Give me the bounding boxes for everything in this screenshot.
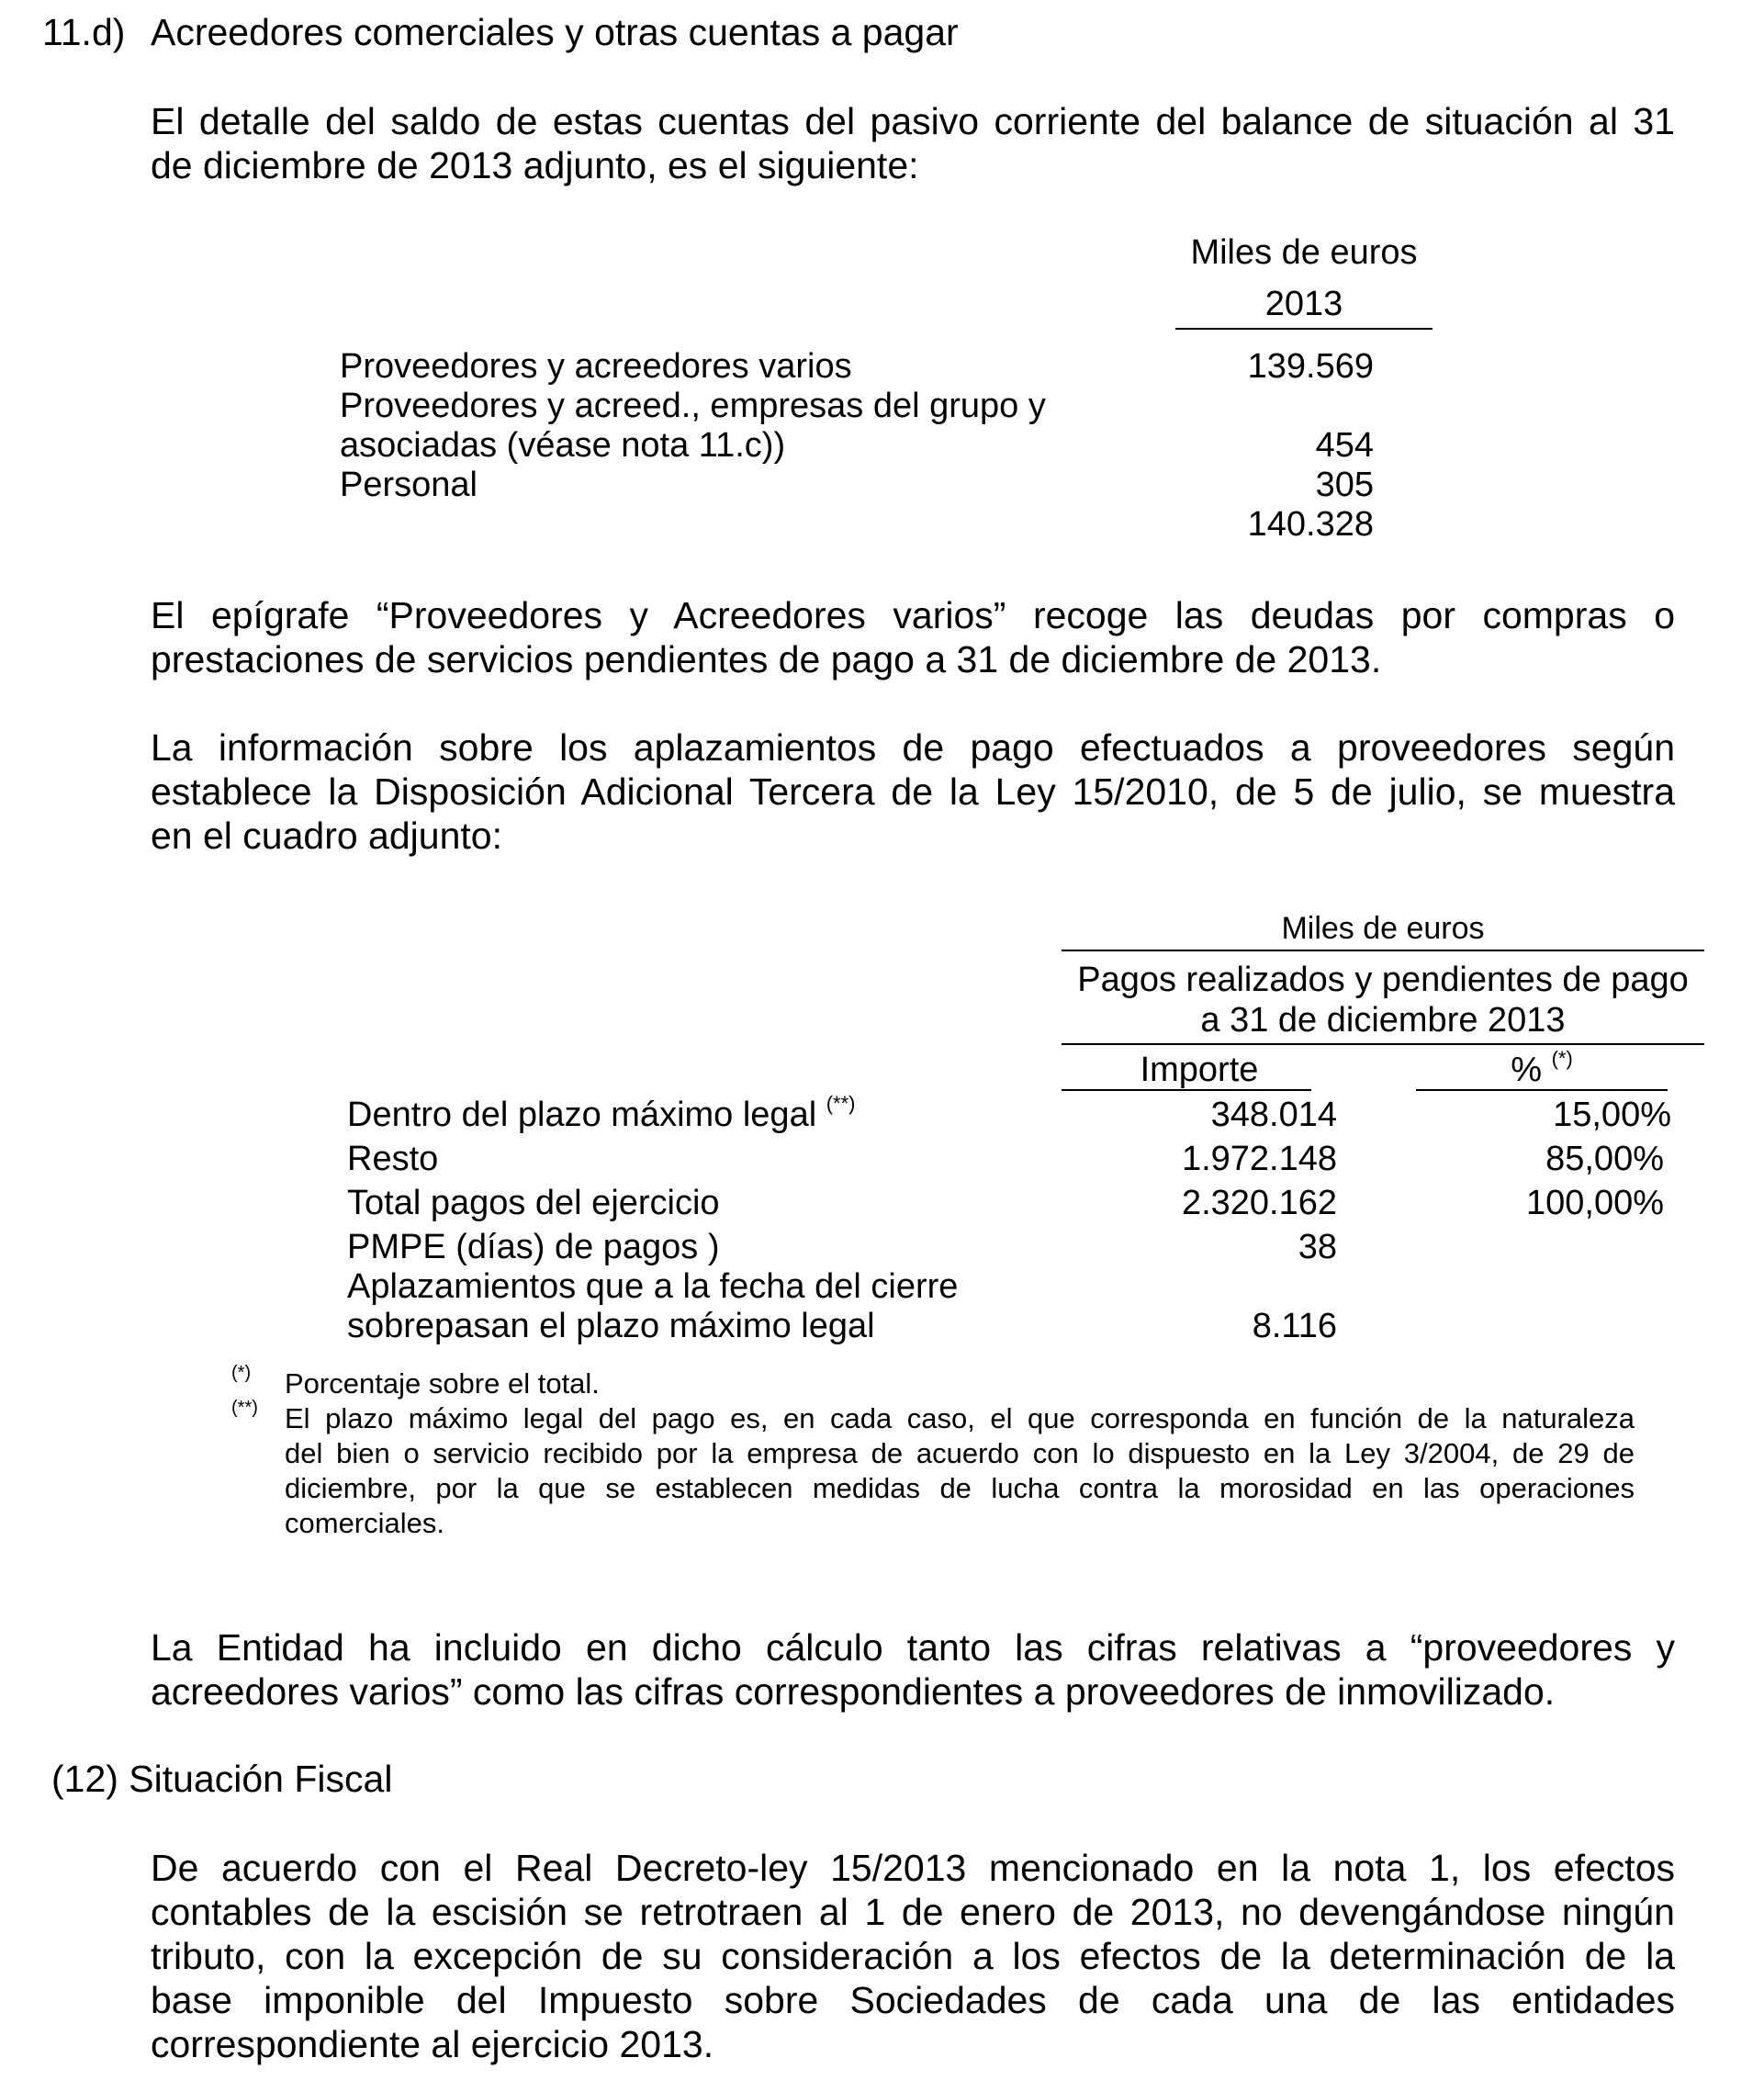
table2-row-pct: 15,00% (1553, 1096, 1671, 1134)
paragraph-line: contables de la escisión se retrotraen al 1 de enero de 2013, no devengándose ningún (151, 1891, 1675, 1933)
footnote-text: Porcentaje sobre el total. (285, 1367, 600, 1400)
table1-row-label: Proveedores y acreed., empresas del grupo y (340, 387, 1046, 425)
table2-row-pct: 85,00% (1545, 1140, 1664, 1178)
footnote-line: del bien o servicio recibido por la empresa de acuerdo con lo dispuesto en la Ley 3/2004, de 29 de (285, 1437, 1635, 1469)
table1-year-header: 2013 (1264, 285, 1343, 323)
footnote-mark: (**) (231, 1398, 258, 1418)
paragraph-line: prestaciones de servicios pendientes de pago a 31 de diciembre de 2013. (151, 638, 1382, 680)
paragraph-epigrafe (151, 593, 1675, 681)
section-12-title: (12) Situación Fiscal (51, 1758, 393, 1800)
paragraph-line: De acuerdo con el Real Decreto-ley 15/2013 mencionado en la nota 1, los efectos (151, 1847, 1675, 1889)
footnote-mark: (*) (1551, 1047, 1573, 1070)
table1-unit-header: Miles de euros (1190, 233, 1418, 272)
table2-row-importe: 38 (1298, 1228, 1337, 1266)
table2-row-label: sobrepasan el plazo máximo legal (347, 1307, 875, 1345)
table2-top-rule (1062, 950, 1704, 951)
table2-mid-rule (1062, 1043, 1704, 1045)
paragraph-line: de diciembre de 2013 adjunto, es el siguiente: (151, 144, 919, 186)
paragraph-line: El detalle del saldo de estas cuentas del pasivo corriente del balance de situación al 31 (151, 100, 1675, 142)
row-text: Dentro del plazo máximo legal (347, 1096, 817, 1134)
table1-row-value: 139.569 (1247, 347, 1374, 386)
paragraph-line: La Entidad ha incluido en dicho cálculo tanto las cifras relativas a “proveedores y (151, 1626, 1675, 1669)
table1-header-rule (1175, 328, 1433, 330)
table1-total-value: 140.328 (1247, 505, 1374, 544)
paragraph-line: en el cuadro adjunto: (151, 815, 502, 857)
table1-row-value: 305 (1315, 466, 1374, 504)
section-number: 11.d) (42, 11, 126, 53)
paragraph-line: correspondiente al ejercicio 2013. (151, 2023, 714, 2065)
table2-row-pct: 100,00% (1525, 1184, 1664, 1222)
paragraph-aplazamientos (151, 725, 1675, 858)
table2-importe-rule (1062, 1089, 1311, 1091)
section-title: Acreedores comerciales y otras cuentas a pagar (151, 11, 959, 53)
table2-col-importe: Importe (1140, 1051, 1259, 1089)
footnote-mark: (**) (826, 1092, 856, 1115)
table1-row-label: Personal (340, 466, 478, 504)
footnote-mark: (*) (231, 1363, 252, 1383)
table2-col-pct (1416, 1047, 1668, 1090)
table1-row-label: asociadas (véase nota 11.c)) (340, 426, 786, 465)
paragraph-calculo (151, 1625, 1675, 1714)
paragraph-line: base imponible del Impuesto sobre Sociedades de cada una de las entidades (151, 1979, 1675, 2021)
pct-symbol: % (1511, 1051, 1542, 1089)
table2-pct-rule (1416, 1089, 1668, 1091)
table2-row-label: Resto (347, 1140, 439, 1178)
table2-group-header: Pagos realizados y pendientes de pago (1077, 961, 1689, 999)
table2-row-importe: 8.116 (1252, 1307, 1337, 1345)
footnote-text (285, 1401, 1635, 1541)
footnote-line: comerciales. (285, 1507, 444, 1539)
table1-row-value: 454 (1315, 426, 1374, 465)
table2-row-label (347, 1092, 856, 1135)
paragraph-line: tributo, con la excepción de su consideración a los efectos de la determinación de la (151, 1935, 1675, 1977)
table2-row-importe: 2.320.162 (1181, 1184, 1337, 1222)
footnote-line: El plazo máximo legal del pago es, en cada caso, el que corresponda en función de la naturaleza (285, 1402, 1635, 1434)
table1-row-label: Proveedores y acreedores varios (340, 347, 852, 386)
table2-row-importe: 348.014 (1210, 1096, 1337, 1134)
table2-row-label: Total pagos del ejercicio (347, 1184, 720, 1222)
paragraph-line: La información sobre los aplazamientos de pago efectuados a proveedores según (151, 726, 1675, 769)
table2-row-label: PMPE (días) de pagos ) (347, 1228, 720, 1266)
footnote-line: diciembre, por la que se establecen medidas de lucha contra la morosidad en las operaciones (285, 1472, 1635, 1504)
table2-group-header: a 31 de diciembre 2013 (1200, 1001, 1566, 1040)
table2-row-importe: 1.972.148 (1181, 1140, 1337, 1178)
table2-row-label: Aplazamientos que a la fecha del cierre (347, 1267, 959, 1306)
paragraph-line: acreedores varios” como las cifras correspondientes a proveedores de inmovilizado. (151, 1670, 1556, 1713)
table2-unit-header: Miles de euros (1281, 911, 1485, 946)
paragraph-situacion-fiscal (151, 1846, 1675, 2066)
paragraph-line: establece la Disposición Adicional Tercera de la Ley 15/2010, de 5 de julio, se muestra (151, 770, 1675, 813)
intro-paragraph (151, 99, 1675, 187)
paragraph-line: El epígrafe “Proveedores y Acreedores varios” recoge las deudas por compras o (151, 594, 1675, 636)
